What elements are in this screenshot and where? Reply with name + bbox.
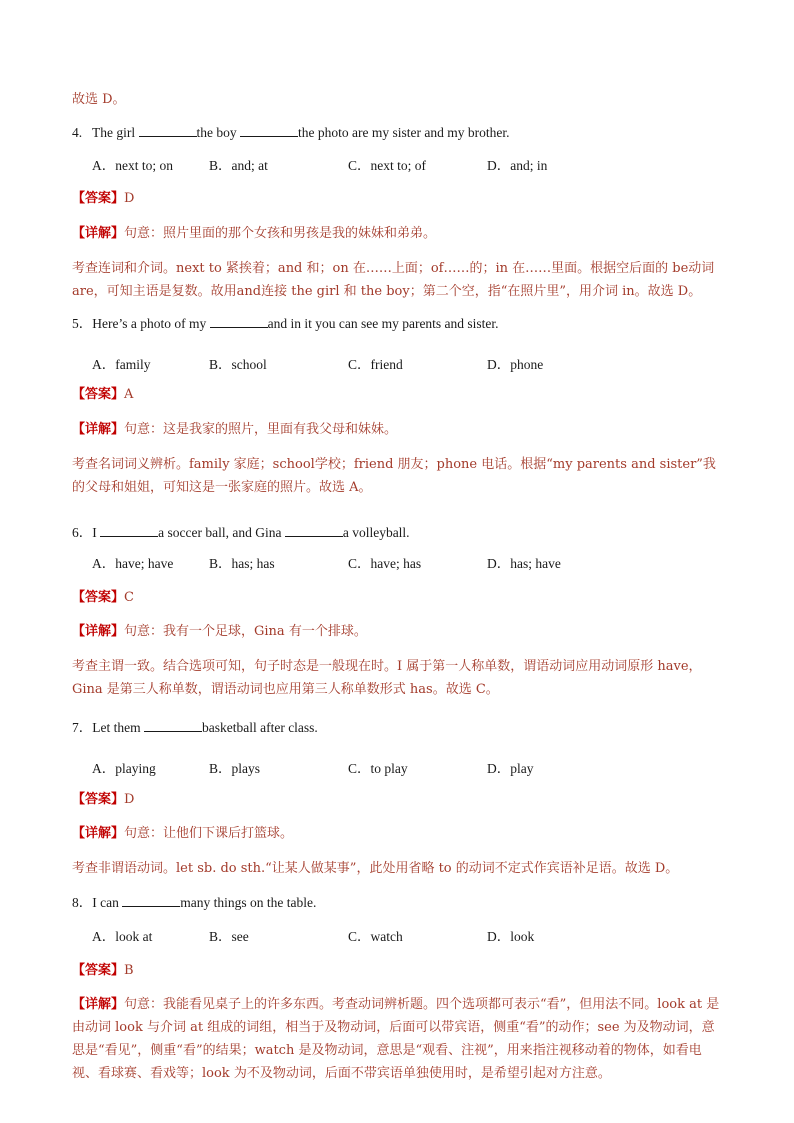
question-5-detail	[72, 421, 397, 439]
option-c: C．to play	[348, 761, 408, 776]
stem-text: basketball after class.	[201, 720, 318, 735]
option-d: D．and; in	[487, 158, 548, 173]
option-c: C．next to; of	[348, 158, 426, 173]
stem-text: many things on the table.	[180, 895, 317, 910]
detail-text: 句意：我能看见桌子上的许多东西。考查动词辨析题。四个选项都可表示“看”，但用法不同。look at 是由动词 look 与介词 at 组成的词组，相当于及物动词，后面可以带宾语，侧重“看”的动作；see 为及物动词，意思是“看见”，侧重“看”的结果；watch 是及物动词，意思是“观看、注视”，用来指注视移动着的物体，如看电视、看球赛、看戏等；look 为不及物动词，后面不带宾语单独使用时，是希望引起对方注意。	[72, 997, 720, 1081]
previous-answer-conclusion: 故选 D。	[72, 92, 126, 107]
stem-text: 8．I can	[72, 895, 119, 910]
option-b: B．has; has	[209, 556, 275, 571]
detail-text: 句意：这是我家的照片，里面有我父母和妹妹。	[124, 422, 398, 437]
question-4-explanation: 考查连词和介词。next to 紧挨着；and 和；on 在……上面；of……的；in 在……里面。根据空后面的 be动词are，可知主语是复数。故用and连接 the girl 和 the boy；第二个空，指“在照片里”，用介词 in。故选 D。	[72, 261, 715, 299]
detail-label: 【详解】	[72, 624, 125, 639]
answer-value: D	[124, 792, 135, 807]
answer-blank	[210, 315, 268, 328]
question-4-stem	[72, 124, 509, 142]
detail-text: 句意：我有一个足球，Gina 有一个排球。	[124, 624, 367, 639]
option-c: C．have; has	[348, 556, 422, 571]
option-b: B．see	[209, 929, 249, 944]
question-7-answer	[72, 791, 134, 809]
answer-blank	[100, 524, 158, 537]
answer-value: C	[124, 590, 134, 605]
option-a: A．next to; on	[92, 158, 173, 173]
answer-label: 【答案】	[72, 191, 125, 206]
answer-value: A	[124, 387, 134, 402]
answer-blank	[122, 894, 180, 907]
option-c: C．friend	[348, 357, 403, 372]
detail-label: 【详解】	[72, 422, 125, 437]
question-5-answer	[72, 386, 133, 404]
question-7-explanation: 考查非谓语动词。let sb. do sth.“让某人做某事”，此处用省略 to 的动词不定式作宾语补足语。故选 D。	[72, 861, 679, 876]
stem-text: a volleyball.	[342, 525, 410, 540]
detail-text: 句意：让他们下课后打篮球。	[124, 826, 294, 841]
option-a: A．playing	[92, 761, 156, 776]
question-6-detail	[72, 623, 367, 641]
stem-text: the photo are my sister and my brother.	[298, 125, 510, 140]
answer-label: 【答案】	[72, 963, 125, 978]
option-b: B．and; at	[209, 158, 268, 173]
detail-label: 【详解】	[72, 226, 125, 241]
option-d: D．phone	[487, 357, 544, 372]
option-a: A．family	[92, 357, 151, 372]
answer-blank	[144, 719, 202, 732]
option-b: B．school	[209, 357, 267, 372]
stem-text: 7．Let them	[72, 720, 141, 735]
question-6-stem	[72, 524, 410, 542]
stem-text: 6．I	[72, 525, 97, 540]
question-8-detail	[72, 993, 722, 1085]
question-6-explanation: 考查主谓一致。结合选项可知，句子时态是一般现在时。I 属于第一人称单数，谓语动词应用动词原形 have，Gina 是第三人称单数，谓语动词也应用第三人称单数形式 has。故选 C。	[72, 659, 702, 697]
answer-value: B	[124, 963, 134, 978]
question-7-stem	[72, 719, 318, 737]
stem-text: the boy	[196, 125, 237, 140]
stem-text: a soccer ball, and Gina	[158, 525, 282, 540]
answer-blank	[240, 124, 298, 137]
option-a: A．have; have	[92, 556, 174, 571]
detail-text: 句意：照片里面的那个女孩和男孩是我的妹妹和弟弟。	[124, 226, 437, 241]
question-4-detail	[72, 225, 436, 243]
answer-label: 【答案】	[72, 387, 125, 402]
option-a: A．look at	[92, 929, 153, 944]
option-b: B．plays	[209, 761, 261, 776]
answer-label: 【答案】	[72, 792, 125, 807]
detail-label: 【详解】	[72, 826, 125, 841]
stem-text: and in it you can see my parents and sister.	[267, 316, 499, 331]
answer-blank	[139, 124, 197, 137]
option-d: D．look	[487, 929, 535, 944]
question-6-answer	[72, 589, 134, 607]
question-number: 4.	[72, 125, 83, 140]
detail-label: 【详解】	[72, 997, 125, 1012]
answer-value: D	[124, 191, 135, 206]
question-5-stem	[72, 315, 499, 333]
question-8-stem	[72, 894, 316, 912]
answer-blank	[285, 524, 343, 537]
question-8-answer	[72, 962, 134, 980]
question-5-explanation: 考查名词词义辨析。family 家庭；school学校；friend 朋友；phone 电话。根据“my parents and sister”我的父母和姐姐，可知这是一张家庭的照片。故选 A。	[72, 457, 716, 495]
question-4-answer	[72, 190, 134, 208]
question-7-detail	[72, 825, 293, 843]
stem-text: 5．Here’s a photo of my	[72, 316, 207, 331]
answer-label: 【答案】	[72, 590, 125, 605]
option-c: C．watch	[348, 929, 403, 944]
stem-text: The girl	[92, 125, 136, 140]
option-d: D．play	[487, 761, 534, 776]
option-d: D．has; have	[487, 556, 561, 571]
